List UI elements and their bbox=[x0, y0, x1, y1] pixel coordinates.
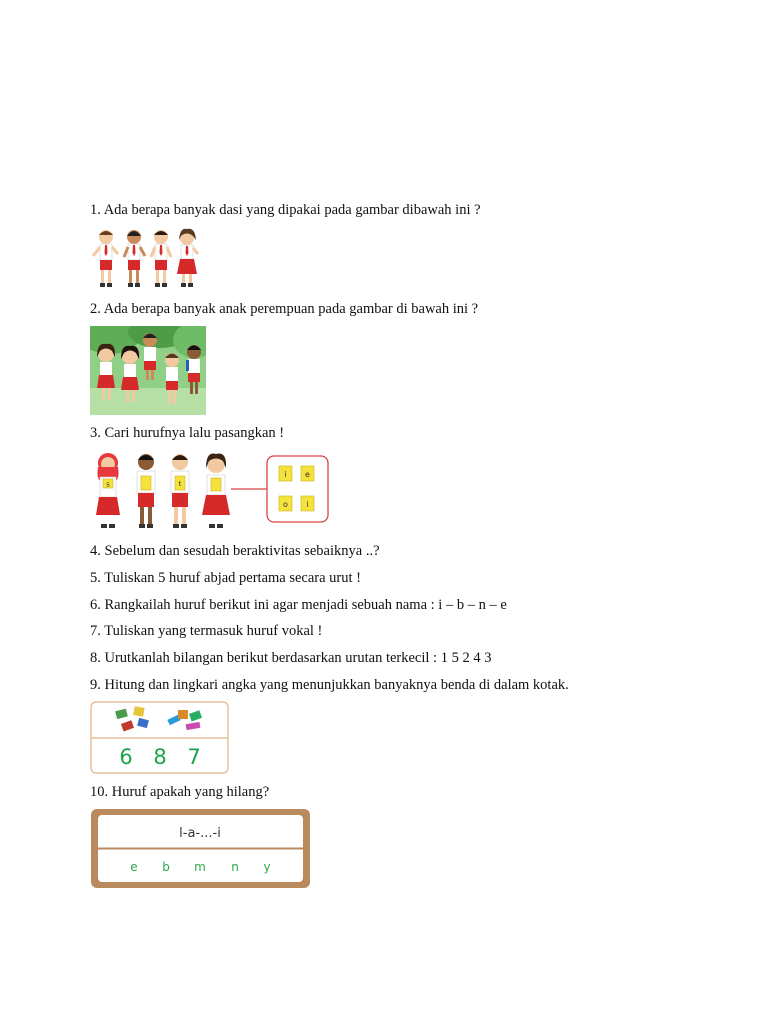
counting-box bbox=[90, 701, 230, 775]
missing-letter-box bbox=[90, 808, 312, 890]
question-7: 7. Tuliskan yang termasuk huruf vokal ! bbox=[90, 623, 323, 639]
letter-tile-1 bbox=[279, 466, 292, 481]
letter-option-n[interactable]: n bbox=[231, 860, 239, 874]
incomplete-word: l-a-...-i bbox=[179, 826, 221, 841]
boy-figure-2 bbox=[171, 454, 189, 528]
question-3: 3. Cari hurufnya lalu pasangkan ! bbox=[90, 425, 285, 441]
svg-text:e: e bbox=[305, 470, 310, 479]
boy-figure-3 bbox=[151, 230, 171, 287]
question-10: 10. Huruf apakah yang hilang? bbox=[90, 784, 270, 800]
question-9: 9. Hitung dan lingkari angka yang menunjukkan banyaknya benda di dalam kotak. bbox=[90, 677, 569, 693]
question-4: 4. Sebelum dan sesudah beraktivitas sebaiknya ..? bbox=[90, 543, 380, 559]
question-6: 6. Rangkailah huruf berikut ini agar menjadi sebuah nama : i – b – n – e bbox=[90, 597, 507, 613]
letter-option-b[interactable]: b bbox=[162, 860, 170, 874]
letter-option-y[interactable]: y bbox=[263, 860, 271, 874]
question-2: 2. Ada berapa banyak anak perempuan pada gambar di bawah ini ? bbox=[90, 301, 479, 317]
letter-tile-2 bbox=[301, 466, 314, 481]
number-option-1[interactable]: 6 bbox=[119, 745, 133, 769]
letter-option-m[interactable]: m bbox=[194, 860, 206, 874]
boy-figure-2 bbox=[124, 230, 145, 287]
school-children-illustration bbox=[90, 226, 202, 292]
svg-text:i: i bbox=[284, 470, 287, 479]
letter-box bbox=[267, 456, 328, 522]
girl-hijab-figure bbox=[96, 453, 120, 528]
number-option-2[interactable]: 8 bbox=[153, 745, 167, 769]
letter-matching-illustration bbox=[90, 449, 330, 533]
letter-tile-3 bbox=[279, 496, 292, 511]
number-option-3[interactable]: 7 bbox=[187, 745, 201, 769]
question-1: 1. Ada berapa banyak dasi yang dipakai pada gambar dibawah ini ? bbox=[90, 202, 481, 218]
girl-figure bbox=[202, 454, 230, 528]
shirt-letter-1: s bbox=[106, 480, 110, 489]
letter-option-e[interactable]: e bbox=[130, 860, 138, 874]
question-8: 8. Urutkanlah bilangan berikut berdasarkan urutan terkecil : 1 5 2 4 3 bbox=[90, 650, 492, 666]
girl-figure bbox=[177, 229, 198, 287]
boy-figure-1 bbox=[93, 230, 118, 287]
boy-figure-1 bbox=[137, 454, 155, 528]
question-5: 5. Tuliskan 5 huruf abjad pertama secara urut ! bbox=[90, 570, 361, 586]
svg-text:i: i bbox=[306, 500, 309, 509]
children-in-garden-illustration bbox=[90, 326, 206, 415]
svg-text:o: o bbox=[283, 500, 288, 509]
shirt-letter-3: t bbox=[178, 480, 182, 488]
letter-tile-4 bbox=[301, 496, 314, 511]
